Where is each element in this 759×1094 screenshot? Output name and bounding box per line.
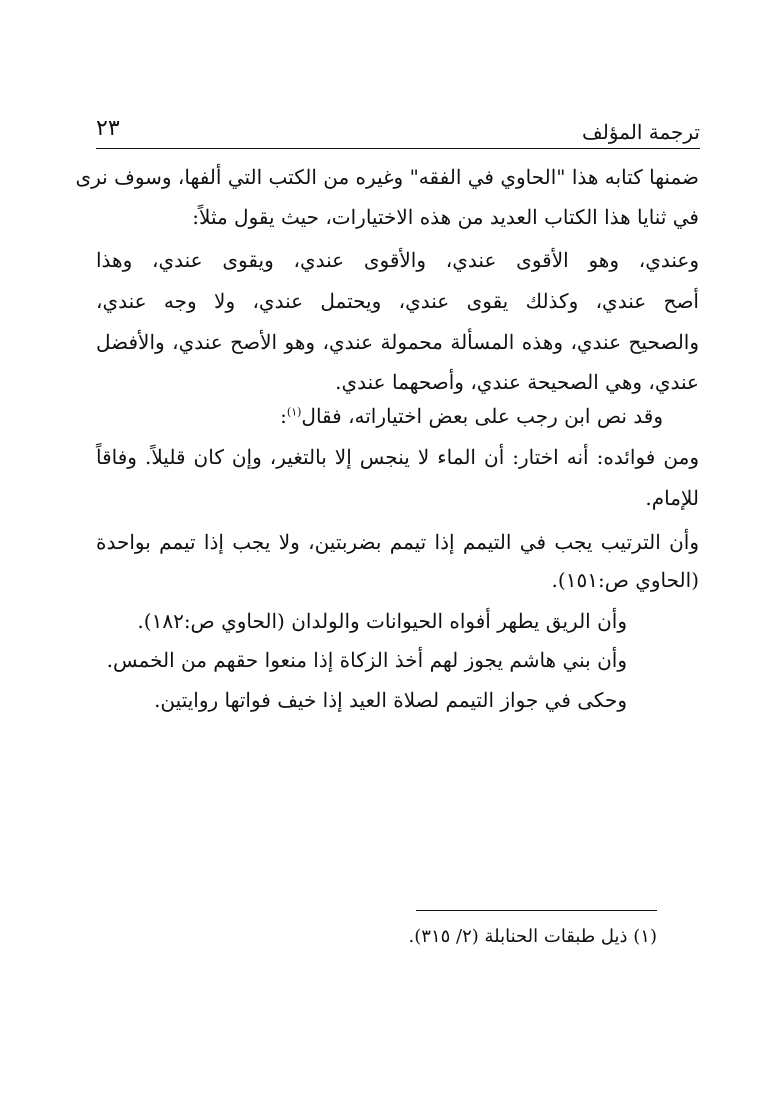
text-line-7 — [280, 396, 663, 436]
footnote: (١) ذيل طبقات الحنابلة (٢/ ٣١٥). — [408, 926, 657, 947]
text-line-2: في ثنايا هذا الكتاب العديد من هذه الاختيارات، حيث يقول مثلاً: — [192, 205, 699, 229]
text-line-3: وعندي، وهو الأقوى عندي، والأقوى عندي، ويقوى عندي، وهذا — [96, 248, 699, 272]
text-line-11: (الحاوي ص:١٥١). — [551, 568, 699, 592]
text-line-7-colon: : — [280, 404, 287, 428]
page-header — [96, 112, 700, 148]
text-line-5: والصحيح عندي، وهذه المسألة محمولة عندي، وهو الأصح عندي، والأفضل — [96, 330, 699, 354]
text-line-9: للإمام. — [645, 486, 699, 510]
text-line-13: وأن بني هاشم يجوز لهم أخذ الزكاة إذا منعوا حقهم من الخمس. — [106, 648, 627, 672]
text-line-12: وأن الريق يطهر أفواه الحيوانات والولدان (الحاوي ص:١٨٢). — [137, 609, 627, 633]
text-line-6: عندي، وهي الصحيحة عندي، وأصحهما عندي. — [335, 370, 699, 394]
footnote-divider — [416, 910, 657, 911]
header-divider — [96, 148, 700, 149]
text-line-10: وأن الترتيب يجب في التيمم إذا تيمم بضربتين، ولا يجب إذا تيمم بواحدة — [96, 530, 699, 554]
chapter-title: ترجمة المؤلف — [582, 120, 700, 144]
page-number: ٢٣ — [96, 116, 120, 141]
text-line-8: ومن فوائده: أنه اختار: أن الماء لا ينجس إلا بالتغير، وإن كان قليلاً. وفاقاً — [96, 445, 699, 469]
text-line-1: ضمنها كتابه هذا "الحاوي في الفقه" وغيره من الكتب التي ألفها، وسوف نرى — [75, 165, 699, 189]
footnote-reference: (١) — [286, 405, 302, 419]
text-line-4: أصح عندي، وكذلك يقوى عندي، ويحتمل عندي، ولا وجه عندي، — [96, 289, 699, 313]
text-line-7-body: وقد نص ابن رجب على بعض اختياراته، فقال — [301, 404, 663, 428]
text-line-14: وحكى في جواز التيمم لصلاة العيد إذا خيف فواتها روايتين. — [154, 688, 627, 712]
